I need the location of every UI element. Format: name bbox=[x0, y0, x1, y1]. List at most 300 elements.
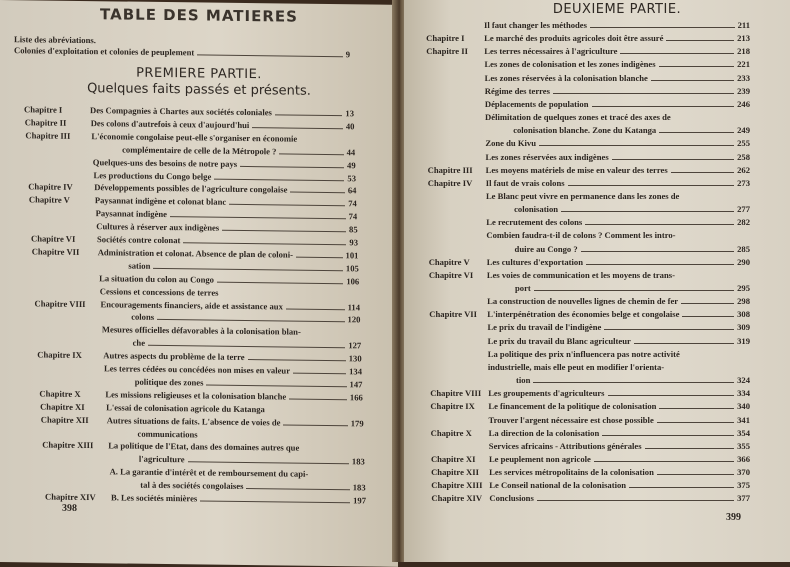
toc-entry bbox=[427, 112, 750, 122]
toc-entry bbox=[430, 362, 750, 372]
leader-line bbox=[286, 308, 345, 310]
chapter-label bbox=[36, 332, 102, 333]
entry-title: Le prix du travail du Blanc agriculteur bbox=[487, 335, 631, 346]
entry-title: Autres aspects du problème de la terre bbox=[103, 350, 245, 363]
leader-line bbox=[657, 422, 734, 423]
entry-title: Zone du Kivu bbox=[485, 138, 536, 149]
toc-entry bbox=[431, 454, 750, 464]
leader-line bbox=[620, 53, 734, 54]
chapter-label bbox=[30, 228, 96, 229]
entry-title: Le financement de la politique de colonisation bbox=[488, 401, 657, 412]
toc-entry bbox=[429, 322, 750, 332]
entry-title: sation bbox=[128, 260, 151, 271]
entry-title: tal à des sociétés congolaises bbox=[140, 479, 244, 492]
chapter-label bbox=[43, 461, 139, 462]
page-ref: 213 bbox=[737, 33, 750, 44]
page-ref: 183 bbox=[351, 456, 365, 467]
chapter-label bbox=[35, 319, 131, 320]
page-ref: 93 bbox=[349, 237, 358, 248]
leader-line bbox=[188, 462, 349, 465]
page-ref: 354 bbox=[737, 427, 750, 438]
leader-line bbox=[629, 487, 734, 488]
toc-entry bbox=[429, 244, 750, 254]
leader-line bbox=[246, 488, 349, 490]
toc-entry bbox=[24, 104, 354, 118]
toc-entry bbox=[42, 427, 365, 441]
page-ref: 130 bbox=[348, 353, 362, 364]
toc-entry bbox=[431, 441, 750, 451]
entry-title: Il faut changer les méthodes bbox=[484, 20, 587, 30]
entry-title: Les zones réservées à la colonisation blanche bbox=[484, 72, 648, 83]
page-ref: 197 bbox=[353, 495, 366, 506]
leader-line bbox=[681, 303, 734, 304]
page-ref: 53 bbox=[347, 172, 356, 183]
leader-line bbox=[289, 398, 347, 400]
leader-line bbox=[671, 172, 734, 173]
entry-title: Administration et colonat. Absence de plan de coloni- bbox=[97, 247, 293, 260]
leader-line bbox=[157, 319, 344, 322]
entry-title: Autres situations de faits. L'absence de voies de bbox=[106, 414, 281, 428]
entry-title: Les groupements d'agriculteurs bbox=[488, 388, 605, 399]
entry-title: complémentaire de celle de la Métropole ? bbox=[122, 144, 277, 157]
entry-title: Colonies d'exploitation et colonies de peuplement bbox=[14, 45, 195, 58]
toc-entry bbox=[431, 428, 750, 438]
leader-line bbox=[533, 382, 734, 383]
toc-entry bbox=[430, 388, 750, 398]
leader-line bbox=[659, 132, 734, 133]
leader-line bbox=[534, 290, 734, 291]
entry-title: Des colons d'autrefois à ceux d'aujourd'hui bbox=[90, 117, 250, 130]
chapter-label bbox=[44, 487, 140, 488]
toc-entry bbox=[44, 466, 366, 480]
entry-title: communications bbox=[137, 428, 198, 439]
chapter-label bbox=[33, 280, 99, 281]
leader-line bbox=[604, 329, 734, 330]
entry-title: Le marché des produits agricoles doit être assuré bbox=[484, 33, 664, 44]
leader-line bbox=[568, 185, 735, 186]
leader-line bbox=[592, 106, 735, 107]
toc-entry bbox=[429, 283, 750, 293]
chapter-label: Chapitre XIII bbox=[42, 439, 94, 451]
leader-line bbox=[283, 424, 347, 426]
entry-title: Le Conseil national de la colonisation bbox=[489, 480, 627, 491]
toc-entry bbox=[427, 99, 750, 109]
toc-entry bbox=[45, 492, 366, 506]
entry-title: A. La garantie d'intérêt et de remboursement du capi- bbox=[109, 466, 309, 479]
toc-entry bbox=[25, 130, 354, 144]
entry-title: tion bbox=[516, 375, 531, 386]
leader-line bbox=[585, 224, 734, 225]
chapter-label bbox=[26, 151, 122, 152]
toc-entry bbox=[428, 165, 750, 175]
chapter-label bbox=[32, 267, 128, 268]
leader-line bbox=[659, 66, 735, 67]
page-ref: 255 bbox=[737, 138, 750, 149]
leader-line bbox=[659, 408, 734, 409]
page-number: 399 bbox=[726, 512, 741, 523]
leader-line bbox=[183, 242, 346, 245]
page-ref: 85 bbox=[349, 224, 358, 235]
chapter-label: Chapitre VIII bbox=[34, 297, 86, 309]
entry-title: Les moyens matériels de mise en valeur des terres bbox=[485, 164, 668, 175]
toc-entry bbox=[33, 272, 359, 286]
toc-entry bbox=[29, 195, 357, 209]
page-ref: 44 bbox=[346, 146, 356, 158]
chapter-label bbox=[28, 177, 94, 178]
toc-entry bbox=[30, 220, 357, 234]
leader-line bbox=[197, 54, 342, 57]
toc-entry bbox=[431, 467, 750, 477]
page-number: 398 bbox=[62, 502, 77, 514]
entry-title: Combien faudra-t-il de colons ? Comment les intro- bbox=[486, 230, 676, 241]
leader-line bbox=[539, 145, 734, 146]
toc-entry bbox=[429, 270, 750, 280]
toc-entry bbox=[428, 217, 750, 227]
leader-line bbox=[275, 114, 343, 116]
chapter-label: Chapitre X bbox=[430, 427, 472, 438]
entry-title: Mesures officielles défavorables à la colonisation blan- bbox=[101, 324, 301, 337]
leader-line bbox=[657, 474, 734, 475]
page-ref: 290 bbox=[737, 256, 750, 267]
chapter-label: Chapitre IX bbox=[430, 401, 475, 412]
entry-title: Paysannat indigène bbox=[95, 208, 167, 220]
entry-title: Le recrutement des colons bbox=[486, 217, 583, 228]
entry-title: Régime des terres bbox=[484, 85, 550, 96]
entry-title: duire au Congo ? bbox=[514, 243, 578, 254]
toc-entry bbox=[430, 336, 750, 346]
page-ref: 183 bbox=[352, 482, 366, 493]
toc-entry bbox=[427, 125, 750, 135]
toc-entry bbox=[428, 204, 750, 214]
page-ref: 74 bbox=[348, 211, 358, 222]
entry-title: L'essai de colonisation agricole du Katanga bbox=[106, 401, 265, 414]
chapter-label: Chapitre XII bbox=[40, 414, 89, 425]
leader-line bbox=[290, 192, 344, 194]
toc-entry bbox=[42, 440, 364, 454]
page-ref: 218 bbox=[737, 46, 750, 57]
leader-line bbox=[279, 153, 343, 155]
page-ref: 233 bbox=[737, 72, 750, 83]
chapter-label: Chapitre VI bbox=[31, 233, 76, 244]
leader-line bbox=[586, 264, 734, 265]
entry-title: che bbox=[132, 337, 146, 348]
page-ref: 334 bbox=[737, 388, 750, 399]
chapter-label: Chapitre VII bbox=[31, 246, 80, 257]
leader-line bbox=[561, 211, 734, 212]
page-ref: 211 bbox=[737, 20, 750, 30]
chapter-label: Chapitre IV bbox=[28, 181, 73, 193]
chapter-label: Chapitre XIV bbox=[45, 491, 96, 503]
toc-entry bbox=[430, 401, 750, 411]
page-ref: 127 bbox=[348, 340, 362, 351]
chapter-label: Chapitre VIII bbox=[430, 388, 482, 399]
chapter-label: Chapitre XIV bbox=[431, 493, 483, 504]
entry-title: port bbox=[515, 283, 531, 293]
page-ref: 147 bbox=[349, 379, 363, 390]
chapter-label: Chapitre VII bbox=[429, 309, 477, 320]
entry-title: Les missions religieuses et la colonisation blanche bbox=[105, 389, 287, 402]
entry-title: colonisation blanche. Zone du Katanga bbox=[513, 125, 657, 136]
entry-title: Cultures à réserver aux indigènes bbox=[96, 221, 220, 233]
entry-title: Les zones réservées aux indigènes bbox=[485, 151, 609, 162]
toc-entry bbox=[27, 156, 356, 170]
leader-line bbox=[590, 27, 735, 28]
page-ref: 49 bbox=[347, 159, 356, 170]
entry-title: Trouver l'argent nécessaire est chose possible bbox=[488, 414, 654, 425]
toc-entry bbox=[39, 375, 363, 389]
leader-line bbox=[682, 316, 734, 317]
entry-title: Il faut de vrais colons bbox=[485, 177, 565, 188]
leader-line bbox=[217, 281, 343, 284]
toc-entry bbox=[43, 453, 365, 467]
entry-title: Liste des abréviations. bbox=[14, 34, 96, 46]
chapter-label: Chapitre IV bbox=[427, 177, 473, 188]
entry-title: industrielle, mais elle peut en modifier l'orienta- bbox=[487, 361, 665, 372]
page-ref: 258 bbox=[737, 151, 750, 162]
page-ref: 221 bbox=[737, 59, 750, 70]
chapter-label: Chapitre XI bbox=[40, 401, 85, 412]
chapter-label: Chapitre VI bbox=[428, 269, 474, 280]
chapter-label: Chapitre II bbox=[426, 46, 468, 57]
chapter-label bbox=[44, 474, 110, 475]
leader-line bbox=[240, 166, 344, 168]
toc-entry bbox=[431, 493, 750, 503]
toc-entry bbox=[39, 388, 362, 402]
leader-line bbox=[634, 343, 734, 344]
toc-entry bbox=[431, 480, 750, 490]
entry-title: Les productions du Congo belge bbox=[93, 169, 212, 182]
toc-entry bbox=[427, 73, 750, 83]
leader-line bbox=[222, 230, 346, 233]
leader-line bbox=[594, 461, 734, 462]
page-ref: 105 bbox=[345, 263, 359, 274]
chapter-label bbox=[37, 345, 133, 346]
leader-line bbox=[252, 127, 343, 129]
chapter-label: Chapitre X bbox=[39, 388, 81, 399]
toc-entry bbox=[37, 350, 361, 364]
toc-entry bbox=[35, 311, 360, 325]
page-ref: 341 bbox=[737, 414, 750, 425]
toc-entry bbox=[429, 257, 750, 267]
leader-line bbox=[248, 359, 346, 361]
leader-line bbox=[170, 216, 346, 219]
leader-line bbox=[608, 395, 735, 396]
leader-line bbox=[206, 384, 346, 387]
entry-title: B. Les sociétés minières bbox=[111, 492, 198, 504]
page-ref: 282 bbox=[737, 217, 750, 228]
leader-line bbox=[229, 204, 345, 206]
entry-title: politique des zones bbox=[134, 376, 204, 388]
page-ref: 166 bbox=[349, 392, 363, 403]
toc-entry bbox=[426, 59, 750, 69]
chapter-label bbox=[30, 216, 96, 217]
entry-title: Les zones de colonisation et les zones indigènes bbox=[484, 59, 656, 70]
toc-entry bbox=[30, 208, 358, 222]
part-one-title: PREMIERE PARTIE. bbox=[136, 65, 262, 83]
entry-title: Conclusions bbox=[489, 493, 534, 504]
page-ref: 295 bbox=[737, 283, 750, 293]
toc-entry bbox=[428, 178, 750, 188]
toc-entry bbox=[38, 362, 362, 376]
chapter-label: Chapitre XII bbox=[431, 467, 479, 478]
toc-entry bbox=[429, 309, 750, 319]
page-ref: 377 bbox=[737, 493, 750, 504]
leader-line bbox=[612, 159, 734, 160]
page-ref: 277 bbox=[737, 204, 750, 215]
toc-entry bbox=[34, 285, 360, 299]
entry-title: Le peuplement non agricole bbox=[488, 453, 591, 464]
toc-entry bbox=[37, 337, 362, 351]
entry-title: Encouragements financiers, aide et assistance aux bbox=[100, 298, 283, 311]
entry-title: Les terres cédées ou concédées non mises en valeur bbox=[104, 363, 291, 376]
page-ref: 249 bbox=[737, 125, 750, 136]
toc-entry bbox=[41, 414, 364, 428]
chapter-label bbox=[39, 383, 135, 384]
toc-entry bbox=[426, 20, 750, 30]
leader-line bbox=[645, 448, 735, 449]
page-ref: 340 bbox=[737, 401, 750, 412]
entry-title: colons bbox=[131, 311, 155, 323]
page-ref: 375 bbox=[737, 480, 750, 491]
page-ref: 273 bbox=[737, 177, 750, 188]
entry-title: La construction de nouvelles lignes de chemin de fer bbox=[487, 296, 679, 307]
toc-entry bbox=[28, 182, 356, 196]
toc-entry bbox=[44, 479, 365, 493]
page-ref: 262 bbox=[737, 164, 750, 175]
page-ref: 134 bbox=[349, 366, 362, 377]
toc-entry bbox=[35, 298, 361, 312]
chapter-label: Chapitre I bbox=[24, 104, 63, 115]
toc-entry bbox=[25, 117, 355, 131]
chapter-label: Chapitre V bbox=[28, 194, 70, 206]
entry-title: Le prix du travail de l'indigène bbox=[487, 322, 602, 333]
page-ref: 120 bbox=[347, 314, 361, 325]
leader-line bbox=[553, 93, 734, 94]
entry-title: La politique de l'Etat, dans des domaines autres que bbox=[108, 440, 300, 454]
toc-entry bbox=[32, 259, 358, 273]
entry-title: Les cultures d'exportation bbox=[486, 256, 583, 267]
toc-entry bbox=[40, 401, 363, 415]
chapter-label: Chapitre II bbox=[24, 117, 67, 128]
page-ref: 298 bbox=[737, 296, 750, 307]
leader-line bbox=[296, 257, 343, 259]
entry-title: Le Blanc peut vivre en permanence dans les zones de bbox=[485, 190, 680, 201]
page-ref: 114 bbox=[347, 301, 360, 312]
entry-title: Sociétés contre colonat bbox=[97, 234, 181, 246]
leader-line bbox=[153, 268, 343, 271]
leader-line bbox=[581, 251, 734, 252]
chapter-label bbox=[34, 293, 100, 294]
leader-line bbox=[200, 500, 350, 503]
chapter-label: Chapitre V bbox=[428, 256, 470, 267]
toc-entry bbox=[428, 230, 750, 240]
page-ref: 101 bbox=[345, 250, 359, 261]
chapter-label bbox=[38, 370, 104, 371]
leader-line bbox=[537, 500, 734, 501]
entry-title: l'agriculture bbox=[138, 453, 185, 465]
page-ref: 74 bbox=[348, 198, 357, 209]
entry-title: Des Compagnies à Chartes aux sociétés coloniales bbox=[90, 105, 272, 118]
page-ref: 366 bbox=[737, 453, 750, 464]
page-title: TABLE DES MATIERES bbox=[100, 5, 298, 26]
page-ref: 370 bbox=[737, 467, 750, 478]
entry-title: Services africains - Attributions générales bbox=[488, 440, 642, 451]
page-ref: 324 bbox=[737, 375, 750, 386]
entry-title: Déplacements de population bbox=[484, 98, 589, 109]
page-ref: 319 bbox=[737, 335, 750, 346]
chapter-label: Chapitre III bbox=[25, 130, 71, 141]
leader-line bbox=[293, 373, 346, 375]
toc-entry bbox=[31, 233, 358, 247]
chapter-label bbox=[27, 164, 93, 165]
entry-title: L'économie congolaise peut-elle s'organiser en économie bbox=[91, 130, 298, 144]
chapter-label: Chapitre III bbox=[427, 164, 473, 175]
toc-entry bbox=[28, 169, 357, 183]
page-ref: 179 bbox=[350, 417, 364, 429]
right-page bbox=[404, 0, 790, 562]
leader-line bbox=[602, 435, 734, 436]
toc-entry bbox=[431, 415, 751, 425]
chapter-label: Chapitre IX bbox=[37, 349, 82, 361]
entry-title: Les terres nécessaires à l'agriculture bbox=[484, 46, 618, 57]
toc-entry bbox=[32, 246, 359, 260]
entry-title: La situation du colon au Congo bbox=[99, 272, 214, 285]
toc-entry bbox=[428, 152, 751, 162]
chapter-label bbox=[42, 435, 138, 436]
page-ref: 246 bbox=[737, 98, 750, 109]
entry-title: colonisation bbox=[514, 204, 559, 215]
entry-title: Développements possibles de l'agriculture congolaise bbox=[94, 182, 288, 195]
toc-entry bbox=[429, 296, 750, 306]
part-two-title: DEUXIEME PARTIE. bbox=[552, 2, 682, 17]
toc-entry bbox=[430, 349, 750, 359]
leader-line bbox=[214, 178, 344, 181]
page-ref: 308 bbox=[737, 309, 750, 320]
toc-entry bbox=[430, 375, 750, 385]
page-ref: 309 bbox=[737, 322, 750, 333]
part-one-subtitle: Quelques faits passés et présents. bbox=[87, 81, 311, 99]
page-ref: 9 bbox=[345, 49, 350, 60]
page-ref: 239 bbox=[737, 85, 750, 96]
entry-title: Quelques-uns des besoins de notre pays bbox=[92, 156, 238, 169]
page-ref: 64 bbox=[347, 185, 357, 196]
page-ref: 285 bbox=[737, 243, 750, 254]
page-ref: 13 bbox=[345, 108, 354, 119]
toc-entry bbox=[426, 46, 750, 56]
page-ref: 40 bbox=[345, 121, 355, 132]
toc-entry bbox=[428, 191, 750, 201]
toc-entry bbox=[426, 33, 750, 43]
toc-entry bbox=[427, 86, 750, 96]
toc-entry bbox=[427, 138, 750, 148]
entry-title: L'interpénétration des économies belge et congolaise bbox=[487, 309, 680, 320]
chapter-label: Chapitre XI bbox=[430, 453, 476, 464]
page-ref: 106 bbox=[346, 275, 360, 287]
leader-line bbox=[651, 80, 734, 81]
chapter-label: Chapitre XIII bbox=[431, 480, 483, 491]
entry-title: Les services métropolitains de la colonisation bbox=[489, 467, 654, 478]
leader-line bbox=[148, 345, 345, 348]
toc-entry bbox=[26, 143, 355, 157]
entry-title: Cessions et concessions de terres bbox=[99, 285, 219, 298]
chapter-label: Chapitre I bbox=[426, 33, 465, 44]
page-ref: 355 bbox=[737, 440, 750, 451]
entry-title: Les voies de communication et les moyens de trans- bbox=[486, 269, 675, 280]
entry-title: Paysannat indigène et colonat blanc bbox=[94, 195, 227, 208]
entry-title: La politique des prix n'influencera pas notre activité bbox=[487, 348, 680, 359]
leader-line bbox=[666, 40, 734, 41]
entry-title: Délimitation de quelques zones et tracé des axes de bbox=[485, 112, 671, 123]
